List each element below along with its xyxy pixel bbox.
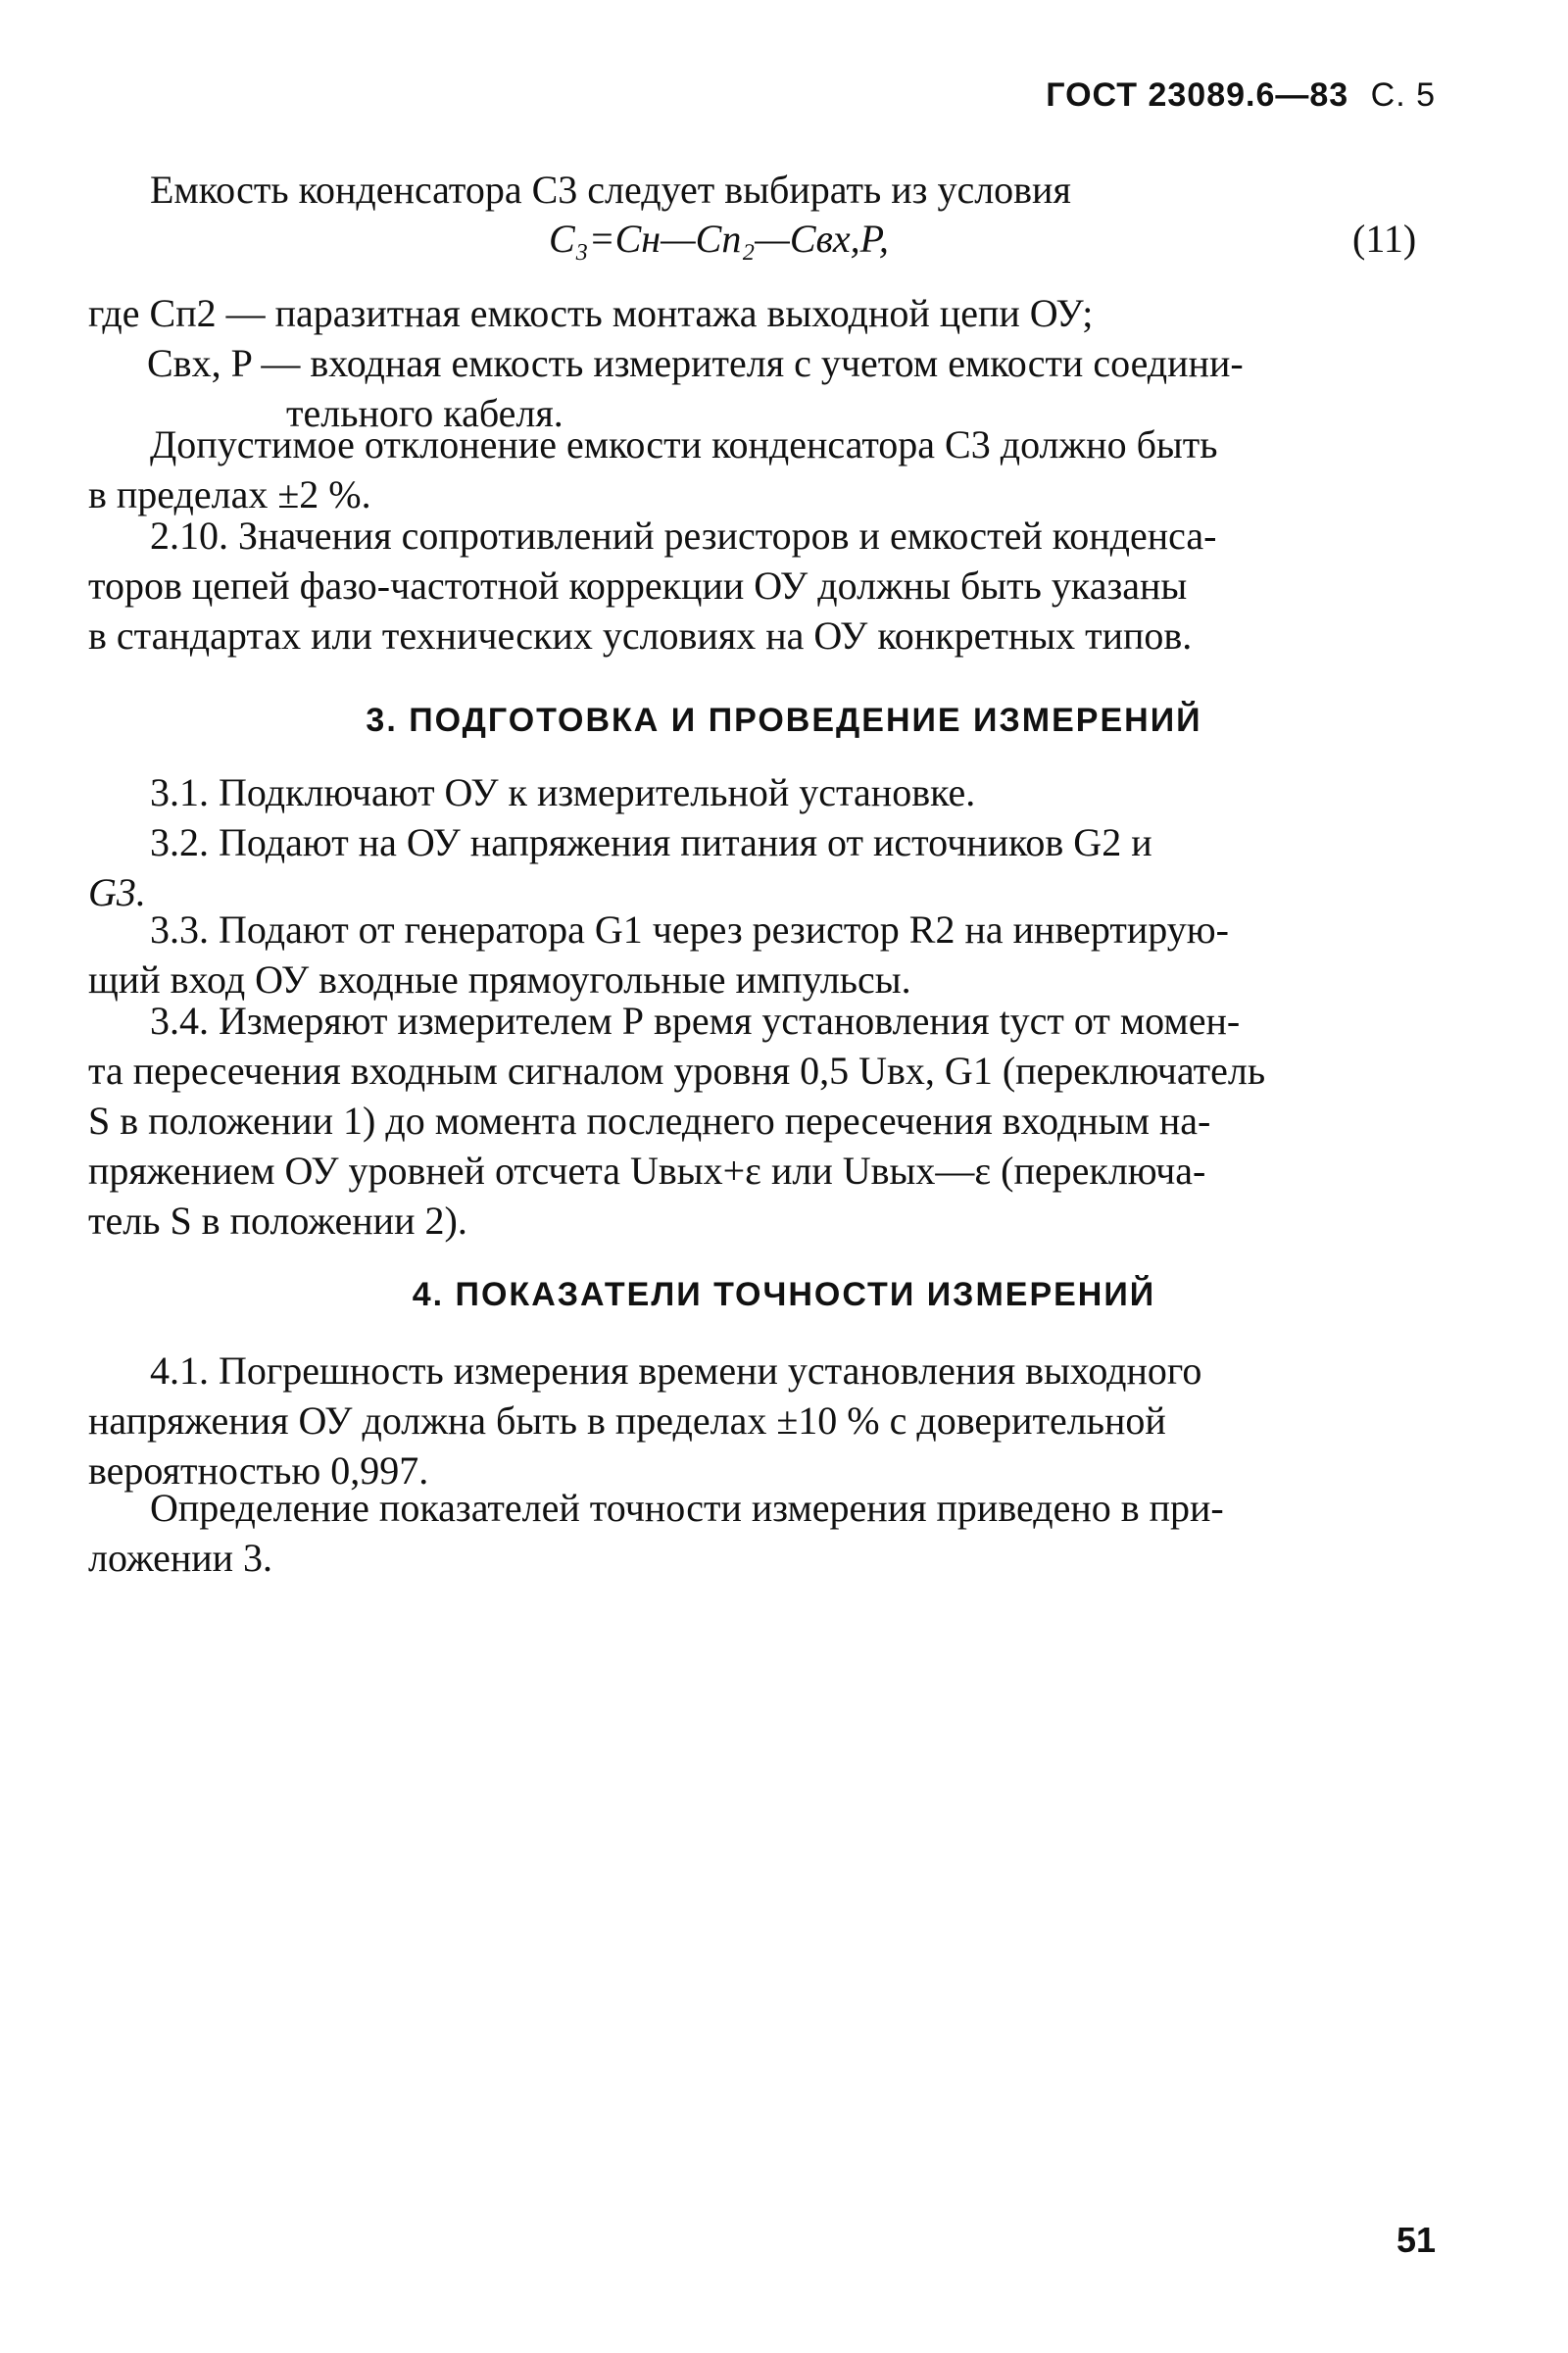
section-4-title: 4. ПОКАЗАТЕЛИ ТОЧНОСТИ ИЗМЕРЕНИЙ [412,1276,1156,1313]
clause-3-3-line-1: 3.3. Подают от генератора G1 через резистор R2 на инвертирую- [150,907,1229,952]
clause-2-9 [88,165,1441,215]
clause-4-1-line-1: 4.1. Погрешность измерения времени установления выходного [150,1348,1202,1393]
tolerance-line-1: Допустимое отклонение емкости конденсатора С3 должно быть [150,422,1218,466]
tolerance-line-2: в пределах ±2 %. [88,472,371,516]
where-line-3: тельного кабеля. [286,391,564,435]
clause-2-9-text [88,165,1441,215]
formula-11 [549,216,1417,262]
clause-2-10-line-1: 2.10. Значения сопротивлений резисторов и емкостей конденса- [150,514,1217,558]
clause-2-9-body: Емкость конденсатора С3 следует выбирать из условия [150,168,1071,212]
standard-number: ГОСТ 23089.6—83 [1046,76,1349,114]
header-page-ref: С. 5 [1370,76,1436,114]
clause-3-4-line-3: S в положении 1) до момента последнего пересечения входным на- [88,1099,1211,1143]
clause-4-1b-line-2: ложении 3. [88,1536,273,1580]
page-number: 51 [1396,2220,1436,2260]
clause-4-1-line-2: напряжения ОУ должна быть в пределах ±10 % с доверительной [88,1398,1166,1443]
clause-3-4-line-1: 3.4. Измеряют измерителем Р время установления tуст от момен- [150,999,1241,1043]
clause-2-10-line-3: в стандартах или технических условиях на ОУ конкретных типов. [88,613,1193,658]
clause-4-1-line-3: вероятностью 0,997. [88,1448,429,1493]
clause-3-2-line-1: 3.2. Подают на ОУ напряжения питания от источников G2 и [150,820,1152,864]
clause-3-3-line-2: щий вход ОУ входные прямоугольные импульсы. [88,957,911,1002]
where-line-2: Cвх, P — входная емкость измерителя с учетом емкости соедини- [147,341,1244,385]
clause-4-1b-line-1: Определение показателей точности измерения приведено в при- [150,1486,1224,1530]
clause-3-4-line-2: та пересечения входным сигналом уровня 0,5 Uвх, G1 (переключатель [88,1049,1266,1093]
formula-number: (11) [1352,217,1417,261]
page-header [1046,76,1436,115]
clause-3-4-line-5: тель S в положении 2). [88,1199,467,1243]
clause-3-1: 3.1. Подключают ОУ к измерительной установке. [150,770,976,814]
formula-expression: C₃=Cн—Cп₂—Cвх,P, [549,217,889,261]
clause-2-10-line-2: торов цепей фазо-частотной коррекции ОУ должны быть указаны [88,564,1188,608]
section-3-title: 3. ПОДГОТОВКА И ПРОВЕДЕНИЕ ИЗМЕРЕНИЙ [366,702,1202,739]
where-line-1: где Cп2 — паразитная емкость монтажа выходной цепи ОУ; [88,291,1094,335]
clause-3-2-line-2: G3. [88,870,146,914]
clause-3-4-line-4: пряжением ОУ уровней отсчета Uвых+ε или Uвых—ε (переключа- [88,1149,1206,1193]
